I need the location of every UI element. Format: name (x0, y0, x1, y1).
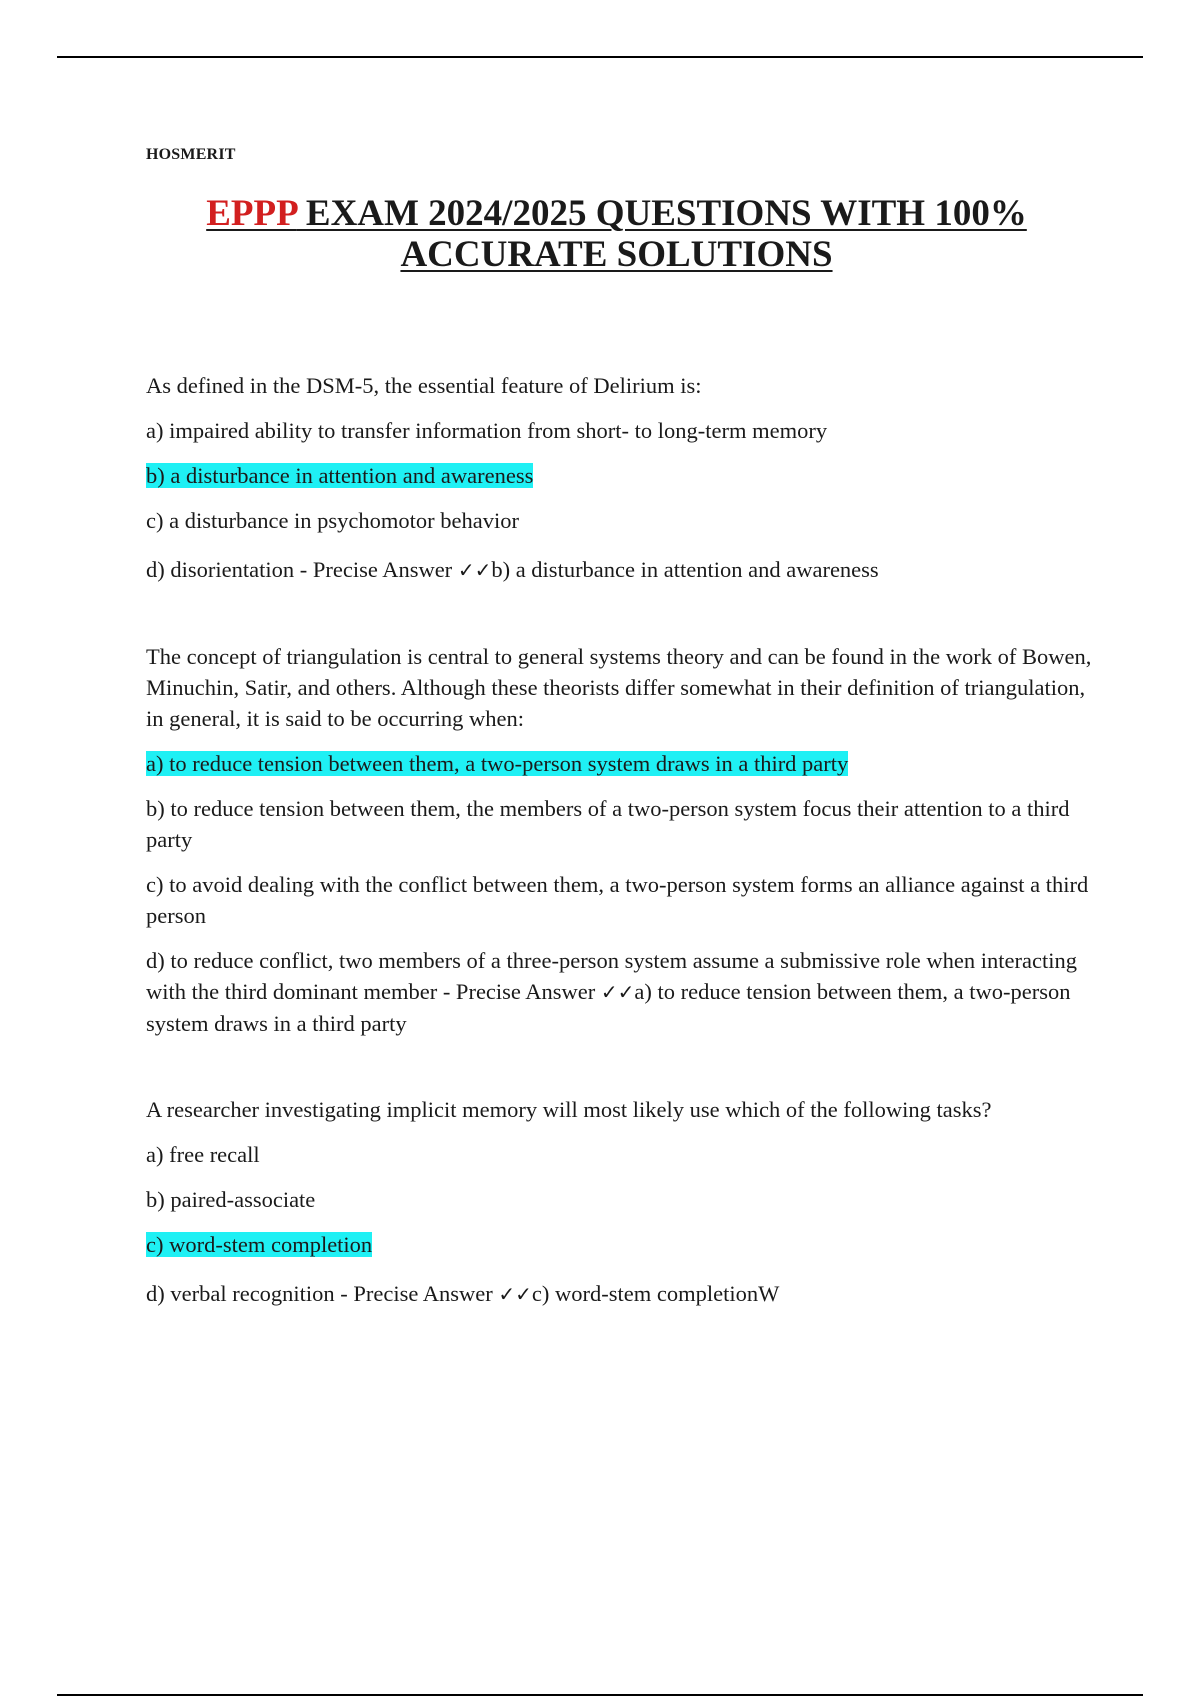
option-text: a) free recall (146, 1142, 260, 1167)
question-stem: The concept of triangulation is central to general systems theory and can be found in the work of Bowen, Minuchin, Satir, and others. Although these theorists differ somewhat in their definition of triangulation, in general, it is said to be occurring when: (146, 644, 1092, 731)
question-block (146, 370, 1096, 586)
option-text: b) paired-associate (146, 1187, 316, 1212)
option-d (146, 554, 1096, 586)
question-stem: A researcher investigating implicit memory will most likely use which of the following tasks? (146, 1097, 992, 1122)
question-stem: As defined in the DSM-5, the essential feature of Delirium is: (146, 373, 702, 398)
option-b (146, 793, 1096, 855)
page-title (146, 193, 1087, 275)
check-icon: ✓✓ (600, 980, 635, 1004)
question-block (146, 641, 1096, 1039)
option-text: c) to avoid dealing with the conflict between them, a two-person system forms an alliance against a third person (146, 872, 1089, 928)
option-text-highlighted: b) a disturbance in attention and awareness (146, 463, 534, 488)
option-text: d) to reduce conflict, two members of a three-person system assume a submissive role when interacting with the third dominant member - Precise Answer (146, 948, 1077, 1004)
check-icon: ✓✓ (457, 558, 492, 582)
answer-text: c) word-stem completionW (531, 1281, 780, 1306)
option-c (146, 869, 1096, 931)
option-b (146, 460, 1096, 491)
question-block (146, 1094, 1096, 1310)
check-icon: ✓✓ (498, 1282, 532, 1306)
option-a (146, 748, 1096, 779)
option-text-highlighted: c) word-stem completion (146, 1232, 373, 1257)
answer-text: b) a disturbance in attention and awareness (491, 557, 879, 582)
option-b (146, 1184, 1096, 1215)
option-c (146, 505, 1096, 536)
option-d (146, 945, 1096, 1039)
title-line-2: ACCURATE SOLUTIONS (400, 234, 833, 275)
answer-text: a) to reduce tension between them, a two-person system draws in a third party (146, 979, 1071, 1036)
option-d (146, 1278, 1096, 1310)
title-line-1 (206, 193, 1027, 234)
option-text: c) a disturbance in psychomotor behavior (146, 508, 520, 533)
bottom-rule (57, 1694, 1143, 1696)
option-a (146, 415, 1096, 446)
option-c (146, 1229, 1096, 1260)
option-text-highlighted: a) to reduce tension between them, a two-person system draws in a third party (146, 751, 849, 776)
option-text: d) disorientation - Precise Answer (146, 557, 458, 582)
option-text: b) to reduce tension between them, the members of a two-person system focus their attention to a third party (146, 796, 1070, 852)
option-text: d) verbal recognition - Precise Answer (146, 1281, 499, 1306)
option-a (146, 1139, 1096, 1170)
top-rule (57, 56, 1143, 58)
option-text: a) impaired ability to transfer information from short- to long-term memory (146, 418, 828, 443)
brand-label: HOSMERIT (146, 146, 236, 163)
questions-body (146, 370, 1096, 1310)
title-rest: EXAM 2024/2025 QUESTIONS WITH 100% (296, 193, 1027, 234)
title-accent: EPPP (206, 193, 297, 234)
